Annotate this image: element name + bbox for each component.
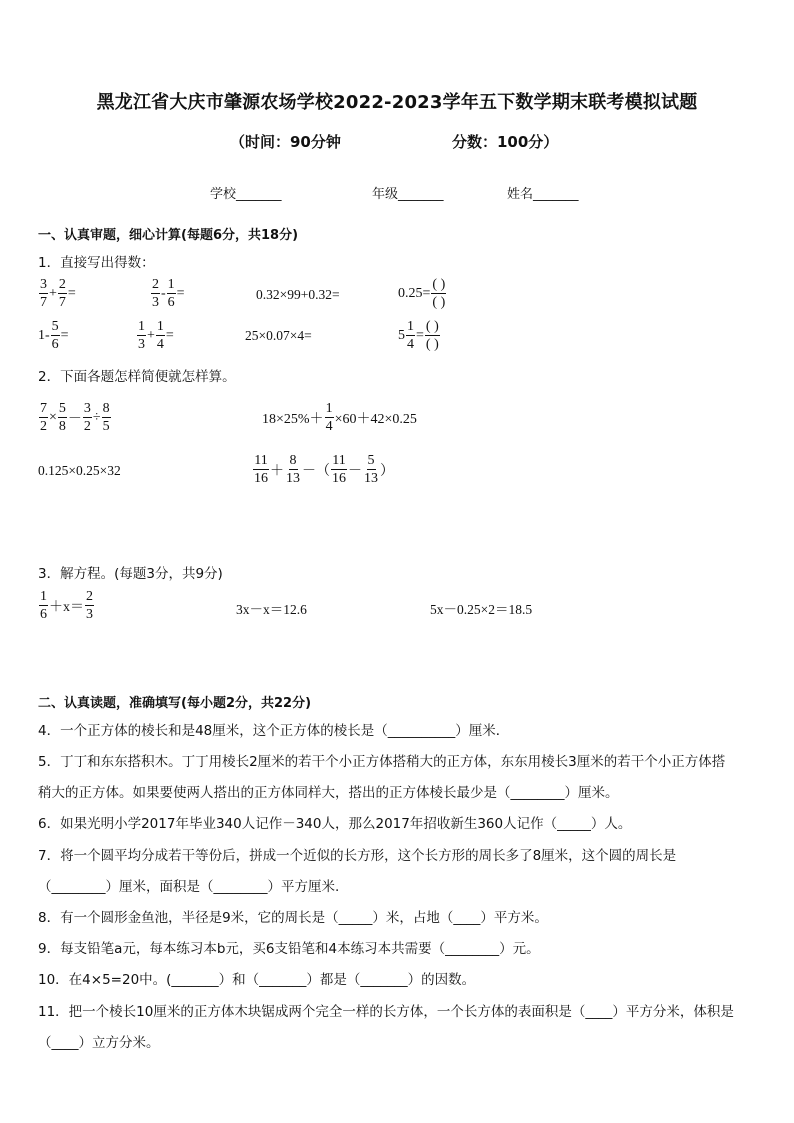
operator: － [348, 463, 362, 479]
numerator: 1 [40, 589, 47, 604]
question-line: 稍大的正方体。如果要使两人搭出的正方体同样大，搭出的正方体棱长最少是（________）厘米。 [38, 785, 619, 801]
question-line: 5．丁丁和东东搭积木。丁丁用棱长2厘米的若干个小正方体搭稍大的正方体，东东用棱长3厘米的若干个小正方体搭 [38, 754, 726, 770]
numerator: 1 [156, 319, 164, 334]
question-line: 4．一个正方体的棱长和是48厘米，这个正方体的棱长是（__________）厘米． [38, 723, 510, 739]
numerator: 1 [138, 319, 145, 334]
question-line: 10．在4×5=20中。(_______）和（_______）都是（_______）的因数。 [38, 972, 476, 988]
equals: = [165, 327, 174, 343]
denominator: 6 [51, 337, 59, 352]
grade-field[interactable]: 年级_______ [372, 187, 444, 202]
answer-blank[interactable]: ( ) [425, 319, 439, 334]
close-paren: ） [380, 463, 394, 479]
operator: －（ [302, 463, 330, 479]
denominator: 16 [254, 471, 268, 486]
numerator: 5 [367, 453, 375, 468]
whole-number: 5 [398, 327, 405, 343]
answer-blank[interactable]: ( ) [425, 337, 439, 352]
denominator: 13 [364, 471, 378, 486]
denominator: 16 [332, 471, 346, 486]
question-line: （____）立方分米。 [38, 1035, 160, 1051]
operator: + [147, 327, 155, 343]
numerator: 11 [332, 453, 346, 468]
numerator: 5 [51, 319, 59, 334]
denominator: 4 [156, 337, 164, 352]
numerator: 11 [254, 453, 268, 468]
numerator: 5 [58, 401, 66, 416]
denominator: 8 [58, 419, 66, 434]
operator: + [49, 285, 57, 301]
q2-expr-4 [252, 452, 394, 487]
numerator: 8 [102, 401, 110, 416]
denominator: 2 [83, 419, 91, 434]
page-title: 黑龙江省大庆市肇源农场学校2022-2023学年五下数学期末联考模拟试题 [96, 92, 698, 113]
denominator: 6 [167, 295, 175, 310]
q2-label: 2．下面各题怎样简便就怎样算。 [38, 369, 236, 385]
equals: = [67, 285, 76, 301]
numerator: 1 [167, 277, 175, 292]
q3-equation-2: 3x－x＝12.6 [236, 602, 307, 617]
numerator: 1 [325, 401, 333, 416]
numerator: 8 [289, 453, 297, 468]
section2-heading: 二、认真读题，准确填写(每小题2分，共22分) [38, 696, 312, 711]
exam-score: 分数：100分） [452, 133, 559, 151]
answer-blank[interactable]: ( ) [432, 277, 446, 292]
numerator: 2 [86, 589, 93, 604]
question-line: 6．如果光明小学2017年毕业340人记作－340人，那么2017年招收新生360人记作（_____）人。 [38, 816, 632, 832]
prefix: 1- [38, 327, 50, 343]
operator: - [161, 285, 166, 301]
answer-blank[interactable]: ( ) [432, 295, 446, 310]
denominator: 2 [40, 419, 47, 434]
denominator: 3 [138, 337, 145, 352]
q1-r2-expr-a [38, 318, 69, 353]
q1-r1-expr-d [398, 276, 447, 311]
question-line: 8．有一个圆形金鱼池，半径是9米，它的周长是（_____）米，占地（____）平方米。 [38, 910, 548, 926]
operator: － [67, 411, 82, 427]
question-line: 9．每支铅笔a元，每本练习本b元，买6支铅笔和4本练习本共需要（________）元。 [38, 941, 540, 957]
denominator: 4 [407, 337, 414, 352]
denominator: 6 [40, 607, 47, 622]
q1-r2-expr-b [136, 318, 174, 353]
denominator: 7 [58, 295, 66, 310]
expr-part: ＋x＝ [49, 599, 84, 615]
denominator: 3 [152, 295, 159, 310]
expr-part: ×60＋42×0.25 [334, 411, 417, 427]
operator: ＋ [270, 463, 284, 479]
q1-r1-expr-b [150, 276, 185, 311]
denominator: 7 [40, 295, 47, 310]
equals: = [416, 327, 424, 343]
numerator: 2 [58, 277, 66, 292]
numerator: 1 [407, 319, 414, 334]
q1-r2-expr-c: 25×0.07×4= [245, 328, 312, 343]
q1-r1-expr-a [38, 276, 76, 311]
q3-label: 3．解方程。(每题3分，共9分) [38, 566, 223, 582]
question-line: 11．把一个棱长10厘米的正方体木块锯成两个完全一样的长方体，一个长方体的表面积是（____）平方分米，体积是 [38, 1004, 734, 1020]
numerator: 7 [40, 401, 47, 416]
q2-expr-2 [262, 400, 417, 435]
question-line: （________）厘米，面积是（________）平方厘米. [38, 879, 340, 895]
denominator: 5 [102, 419, 110, 434]
numerator: 2 [152, 277, 159, 292]
section1-heading: 一、认真审题，细心计算(每题6分，共18分) [38, 228, 299, 243]
denominator: 3 [86, 607, 93, 622]
name-field[interactable]: 姓名_______ [507, 187, 579, 202]
q1-r1-expr-c: 0.32×99+0.32= [256, 287, 340, 302]
question-line: 7．将一个圆平均分成若干等份后，拼成一个近似的长方形，这个长方形的周长多了8厘米，这个圆的周长是 [38, 848, 677, 864]
school-field[interactable]: 学校_______ [210, 187, 282, 202]
equals: = [60, 327, 69, 343]
numerator: 3 [83, 401, 91, 416]
denominator: 13 [286, 471, 300, 486]
q3-equation-3: 5x－0.25×2＝18.5 [430, 602, 533, 617]
denominator: 4 [325, 419, 333, 434]
expr-part: 18×25%＋ [262, 411, 324, 427]
q2-expr-3: 0.125×0.25×32 [38, 463, 121, 478]
equals: = [176, 285, 185, 301]
prefix: 0.25= [398, 285, 431, 301]
q1-r2-expr-d [398, 318, 441, 353]
q1-label: 1．直接写出得数： [38, 255, 155, 271]
operator: ÷ [92, 409, 101, 425]
q3-equation-1 [38, 588, 95, 623]
q2-expr-1 [38, 400, 112, 435]
exam-time: （时间：90分钟 [230, 133, 341, 151]
numerator: 3 [40, 277, 47, 292]
operator: × [49, 409, 57, 425]
